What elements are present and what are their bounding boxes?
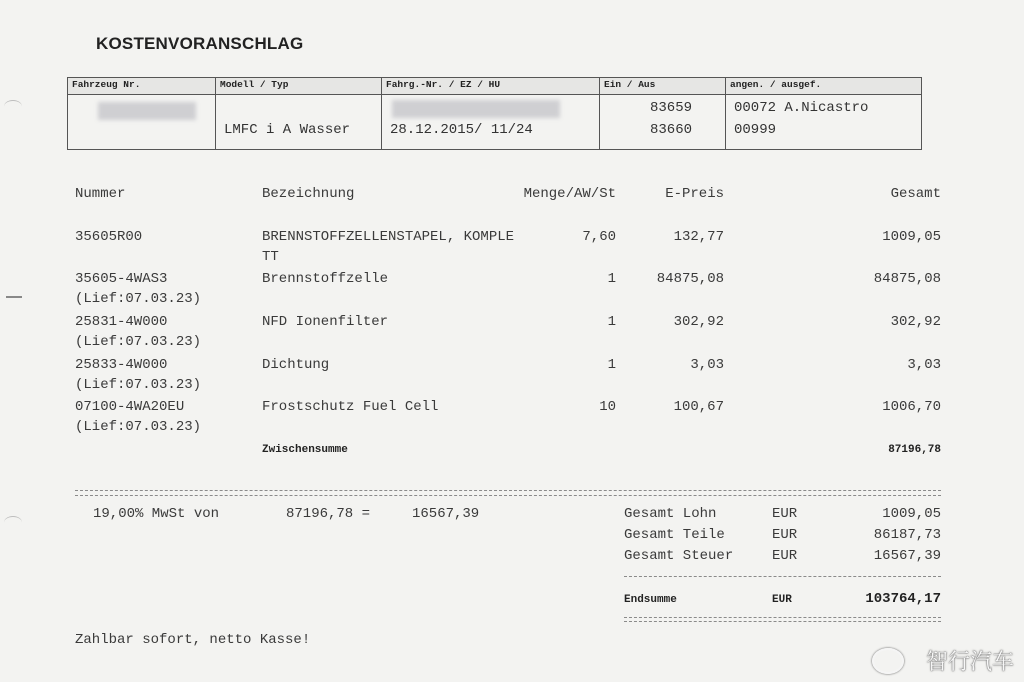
angen-line2: 00999	[734, 122, 777, 138]
item-lief: (Lief:07.03.23)	[75, 334, 202, 350]
item-gesamt: 302,92	[890, 314, 941, 330]
item-bezeichnung-cont: TT	[262, 249, 279, 265]
item-epreis: 100,67	[673, 399, 724, 415]
item-lief: (Lief:07.03.23)	[75, 377, 202, 393]
item-menge: 7,60	[582, 229, 616, 245]
item-bezeichnung: NFD Ionenfilter	[262, 314, 389, 330]
payment-terms: Zahlbar sofort, netto Kasse!	[75, 632, 311, 648]
col-header-nummer: Nummer	[75, 186, 126, 202]
endsumme-currency: EUR	[772, 594, 792, 606]
total-label: Gesamt Lohn	[624, 506, 717, 522]
watermark-text: 智行汽车	[925, 650, 1014, 675]
endsumme-value: 103764,17	[865, 591, 941, 607]
endsumme-underline	[624, 617, 941, 618]
item-nummer: 25833-4W000	[75, 357, 168, 373]
col-header-menge: Menge/AW/St	[523, 186, 616, 202]
item-gesamt: 84875,08	[873, 271, 941, 287]
col-header-bezeichnung: Bezeichnung	[262, 186, 355, 202]
item-nummer: 35605R00	[75, 229, 143, 245]
item-menge: 1	[607, 271, 616, 287]
total-currency: EUR	[772, 506, 798, 522]
item-gesamt: 1009,05	[882, 229, 941, 245]
fold-mark	[6, 296, 22, 298]
label-fahrzeug: Fahrzeug Nr.	[72, 79, 141, 90]
item-nummer: 25831-4W000	[75, 314, 168, 330]
item-epreis: 132,77	[673, 229, 724, 245]
modell-value: LMFC i A Wasser	[224, 122, 351, 138]
label-modell: Modell / Typ	[220, 79, 289, 90]
redacted-plate	[98, 102, 196, 120]
vehicle-header-box	[67, 77, 922, 150]
item-menge: 10	[599, 399, 616, 415]
redacted-vin	[392, 100, 560, 118]
col-fahrg	[382, 78, 600, 149]
punch-hole	[4, 516, 22, 529]
item-lief: (Lief:07.03.23)	[75, 291, 202, 307]
zwischensumme-label: Zwischensumme	[262, 444, 348, 456]
ez-hu-value: 28.12.2015/ 11/24	[390, 122, 533, 138]
col-angen	[726, 78, 921, 149]
item-bezeichnung: Brennstoffzelle	[262, 271, 389, 287]
item-gesamt: 3,03	[907, 357, 941, 373]
ein-value: 83659	[650, 100, 693, 116]
item-bezeichnung: Dichtung	[262, 357, 330, 373]
total-currency: EUR	[772, 527, 798, 543]
total-value: 16567,39	[873, 548, 941, 564]
col-fahrzeug	[68, 78, 216, 149]
item-nummer: 07100-4WA20EU	[75, 399, 185, 415]
separator-line	[75, 495, 941, 496]
total-value: 1009,05	[882, 506, 941, 522]
item-gesamt: 1006,70	[882, 399, 941, 415]
endsumme-underline	[624, 621, 941, 622]
total-label: Gesamt Steuer	[624, 548, 734, 564]
mwst-amount: 16567,39	[412, 506, 480, 522]
item-lief: (Lief:07.03.23)	[75, 419, 202, 435]
item-menge: 1	[607, 357, 616, 373]
totals-separator	[624, 576, 941, 577]
label-einaus: Ein / Aus	[604, 79, 656, 90]
item-bezeichnung: BRENNSTOFFZELLENSTAPEL, KOMPLE	[262, 229, 515, 245]
total-value: 86187,73	[873, 527, 941, 543]
item-epreis: 84875,08	[656, 271, 724, 287]
col-einaus	[600, 78, 726, 149]
item-epreis: 3,03	[690, 357, 724, 373]
label-angen: angen. / ausgef.	[730, 79, 822, 90]
aus-value: 83660	[650, 122, 693, 138]
document-title: KOSTENVORANSCHLAG	[96, 34, 304, 53]
item-bezeichnung: Frostschutz Fuel Cell	[262, 399, 439, 415]
col-modell	[216, 78, 382, 149]
col-header-epreis: E-Preis	[665, 186, 724, 202]
col-header-gesamt: Gesamt	[890, 186, 941, 202]
angen-line1: 00072 A.Nicastro	[734, 100, 869, 116]
mwst-base: 87196,78 =	[286, 506, 371, 522]
mwst-rate: 19,00% MwSt von	[93, 506, 220, 522]
punch-hole	[4, 100, 22, 113]
label-fahrg: Fahrg.-Nr. / EZ / HU	[386, 79, 501, 90]
item-nummer: 35605-4WAS3	[75, 271, 168, 287]
separator-line	[75, 490, 941, 491]
endsumme-label: Endsumme	[624, 594, 677, 606]
item-menge: 1	[607, 314, 616, 330]
item-epreis: 302,92	[673, 314, 724, 330]
total-currency: EUR	[772, 548, 798, 564]
total-label: Gesamt Teile	[624, 527, 725, 543]
zwischensumme-value: 87196,78	[888, 444, 941, 456]
weibo-icon	[872, 648, 904, 674]
